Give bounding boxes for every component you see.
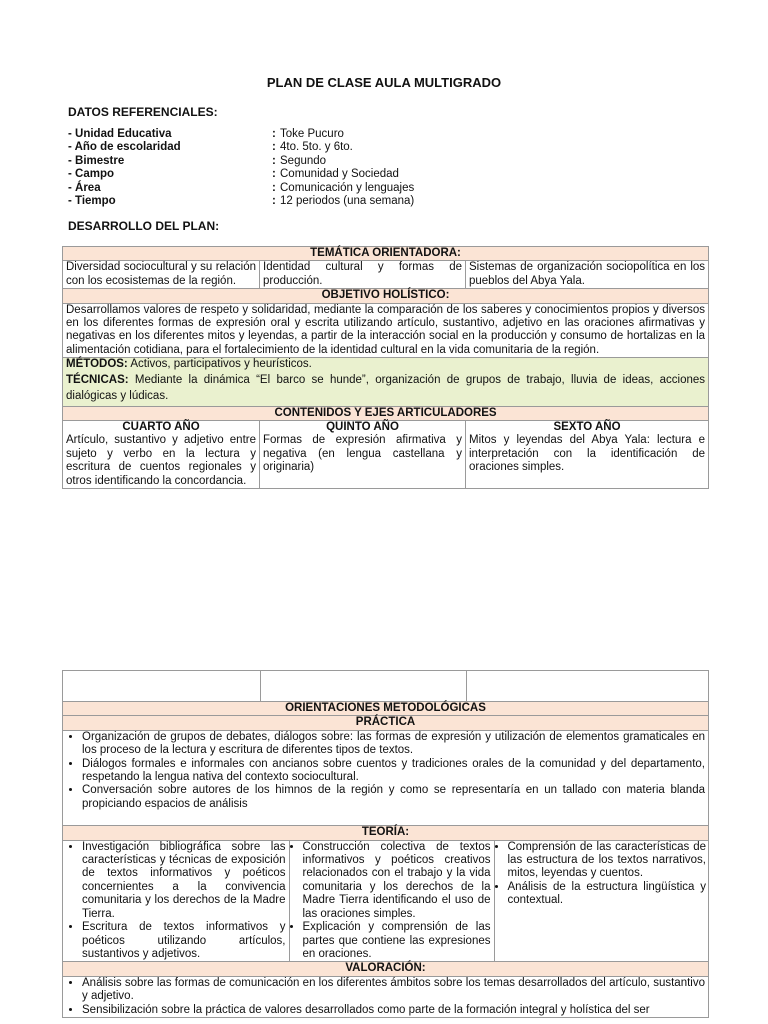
teoria-col (63, 841, 289, 962)
ref-value: 4to. 5to. y 6to. (280, 141, 353, 154)
ref-row-anio (68, 141, 414, 154)
orientaciones-header: ORIENTACIONES METODOLÓGICAS (63, 702, 709, 716)
contenido-text: Formas de expresión afirmativa y negativa (en lengua castellana y originaria) (263, 434, 462, 474)
ref-label: - Tiempo (68, 194, 116, 207)
list-item: • Investigación bibliográfica sobre las características y técnicas de exposición de textos informativos y poéticos concernientes a la convivencia comunitaria y los derechos de la Madre Tierra. (82, 841, 286, 921)
plan-table (62, 246, 709, 489)
tematica-cell: Diversidad sociocultural y su relación con los ecosistemas de la región. (63, 261, 260, 289)
tematica-header: TEMÁTICA ORIENTADORA: (63, 247, 709, 261)
tematica-cell: Sistemas de organización sociopolítica en los pueblos del Abya Yala. (466, 261, 709, 289)
desarrollo-heading: DESARROLLO DEL PLAN: (68, 219, 220, 233)
contenidos-cell-quinto (260, 421, 466, 489)
list-item: • Conversación sobre autores de los himnos de la región y como se representaría en un tallado con materia blanda propiciando espacios de análisis (82, 784, 705, 811)
teoria-inner-table (63, 841, 709, 962)
teoria-header: TEORÍA: (63, 826, 709, 840)
column-heading: CUARTO AÑO (122, 421, 200, 434)
tecnicas-label: TÉCNICAS: (66, 373, 129, 386)
metodos-cell (63, 358, 709, 406)
list-item: • Análisis de la estructura lingüística y contextual. (508, 881, 707, 908)
metodos-label: MÉTODOS: (66, 358, 128, 371)
ref-value: Comunicación y lenguajes (280, 181, 415, 194)
ref-label: - Campo (68, 168, 114, 181)
ref-label: - Unidad Educativa (68, 128, 172, 140)
list-item: • Sensibilización sobre la práctica de valores desarrollados como parte de la formación integral y holística del ser (82, 1004, 705, 1017)
list-item: • Organización de grupos de debates, diálogos sobre: las formas de expresión y utilización de elementos gramaticales en los proceso de la lectura y escritura de diferentes tipos de textos. (82, 731, 705, 758)
page-title: PLAN DE CLASE AULA MULTIGRADO (266, 75, 502, 90)
list-item: • Diálogos formales e informales con ancianos sobre cuentos y tradiciones orales de la comunidad y del departamento, respetando la lengua nativa del contexto sociocultural. (82, 758, 705, 785)
teoria-list (498, 841, 707, 908)
list-item: • Explicación y comprensión de las partes que contiene las expresiones en oraciones. (303, 921, 491, 961)
datos-referenciales-list (68, 128, 414, 208)
metodos-text: Activos, participativos y heurísticos. (130, 358, 312, 371)
datos-referenciales-heading: DATOS REFERENCIALES: (68, 105, 218, 119)
contenidos-header: CONTENIDOS Y EJES ARTICULADORES (63, 406, 709, 420)
empty-cell (467, 671, 709, 702)
teoria-list (293, 841, 491, 962)
list-item: • Escritura de textos informativos y poéticos utilizando artículos, sustantivos y adjetivos. (82, 921, 286, 961)
empty-cell (63, 671, 261, 702)
ref-row-bimestre (68, 155, 414, 168)
ref-row-area (68, 182, 414, 195)
orientaciones-table (62, 670, 709, 1018)
contenido-text: Artículo, sustantivo y adjetivo entre sujeto y verbo en la lectura y escritura de cuentos regionales y otros identificando la concordancia. (66, 434, 256, 487)
practica-cell (63, 730, 709, 825)
tematica-cell: Identidad cultural y formas de producción. (260, 261, 466, 289)
contenidos-cell-cuarto (63, 421, 260, 489)
ref-value: 12 periodos (una semana) (280, 194, 415, 207)
teoria-col (494, 841, 709, 962)
list-item: • Análisis sobre las formas de comunicación en los diferentes ámbitos sobre los temas desarrollados del artículo, sustantivo y adjetivo. (82, 977, 705, 1004)
valoracion-header: VALORACIÓN: (63, 962, 709, 976)
ref-separator: : (272, 181, 276, 194)
ref-label: - Bimestre (68, 154, 125, 167)
column-heading: SEXTO AÑO (553, 421, 621, 434)
teoria-cell (63, 840, 709, 962)
column-heading: QUINTO AÑO (326, 421, 399, 434)
ref-row-unidad (68, 128, 414, 141)
ref-separator: : (272, 141, 276, 154)
ref-separator: : (272, 194, 276, 207)
metodos-line (66, 358, 705, 371)
ref-row-campo (68, 168, 414, 181)
objetivo-text: Desarrollamos valores de respeto y solidaridad, mediante la comparación de los saberes y conocimientos propios y diversos en los diferentes formas de expresión oral y escrita utilizando artículo, sustantivo, adjetivo en las oraciones afirmativas y negativas en los diferentes mitos y leyendas, a partir de la interacción social en la producción y consumo de hortalizas en la alimentación cotidiana, para el fortalecimiento de la identidad cultural en la vida comunitaria de la región. (63, 303, 709, 358)
ref-row-tiempo (68, 195, 414, 208)
ref-value: Segundo (280, 154, 327, 167)
teoria-list (66, 841, 286, 962)
ref-separator: : (272, 128, 276, 140)
tecnicas-line (66, 372, 705, 406)
valoracion-list (66, 977, 705, 1017)
ref-separator: : (272, 154, 276, 167)
list-item: • Comprensión de las características de las estructura de los textos narrativos, mitos, leyendas y cuentos. (508, 841, 707, 881)
practica-list (66, 731, 705, 811)
list-item: • Construcción colectiva de textos informativos y poéticos creativos relacionados con el trabajo y la vida comunitaria y los derechos de la Madre Tierra identificando el uso de las oraciones simples. (303, 841, 491, 921)
objetivo-header: OBJETIVO HOLÍSTICO: (63, 289, 709, 303)
tecnicas-text: Mediante la dinámica “El barco se hunde”, organización de grupos de trabajo, lluvia de ideas, acciones dialógicas y lúdicas. (66, 373, 706, 402)
contenidos-cell-sexto (466, 421, 709, 489)
ref-label: - Año de escolaridad (68, 141, 181, 154)
ref-value: Comunidad y Sociedad (280, 168, 399, 181)
ref-label: - Área (68, 181, 101, 194)
practica-header: PRÁCTICA (63, 716, 709, 730)
valoracion-cell (63, 976, 709, 1017)
empty-cell (261, 671, 467, 702)
ref-value: Toke Pucuro (280, 128, 344, 140)
ref-separator: : (272, 168, 276, 181)
teoria-col (289, 841, 494, 962)
contenido-text: Mitos y leyendas del Abya Yala: lectura e interpretación con la identificación de oraciones simples. (469, 434, 706, 474)
